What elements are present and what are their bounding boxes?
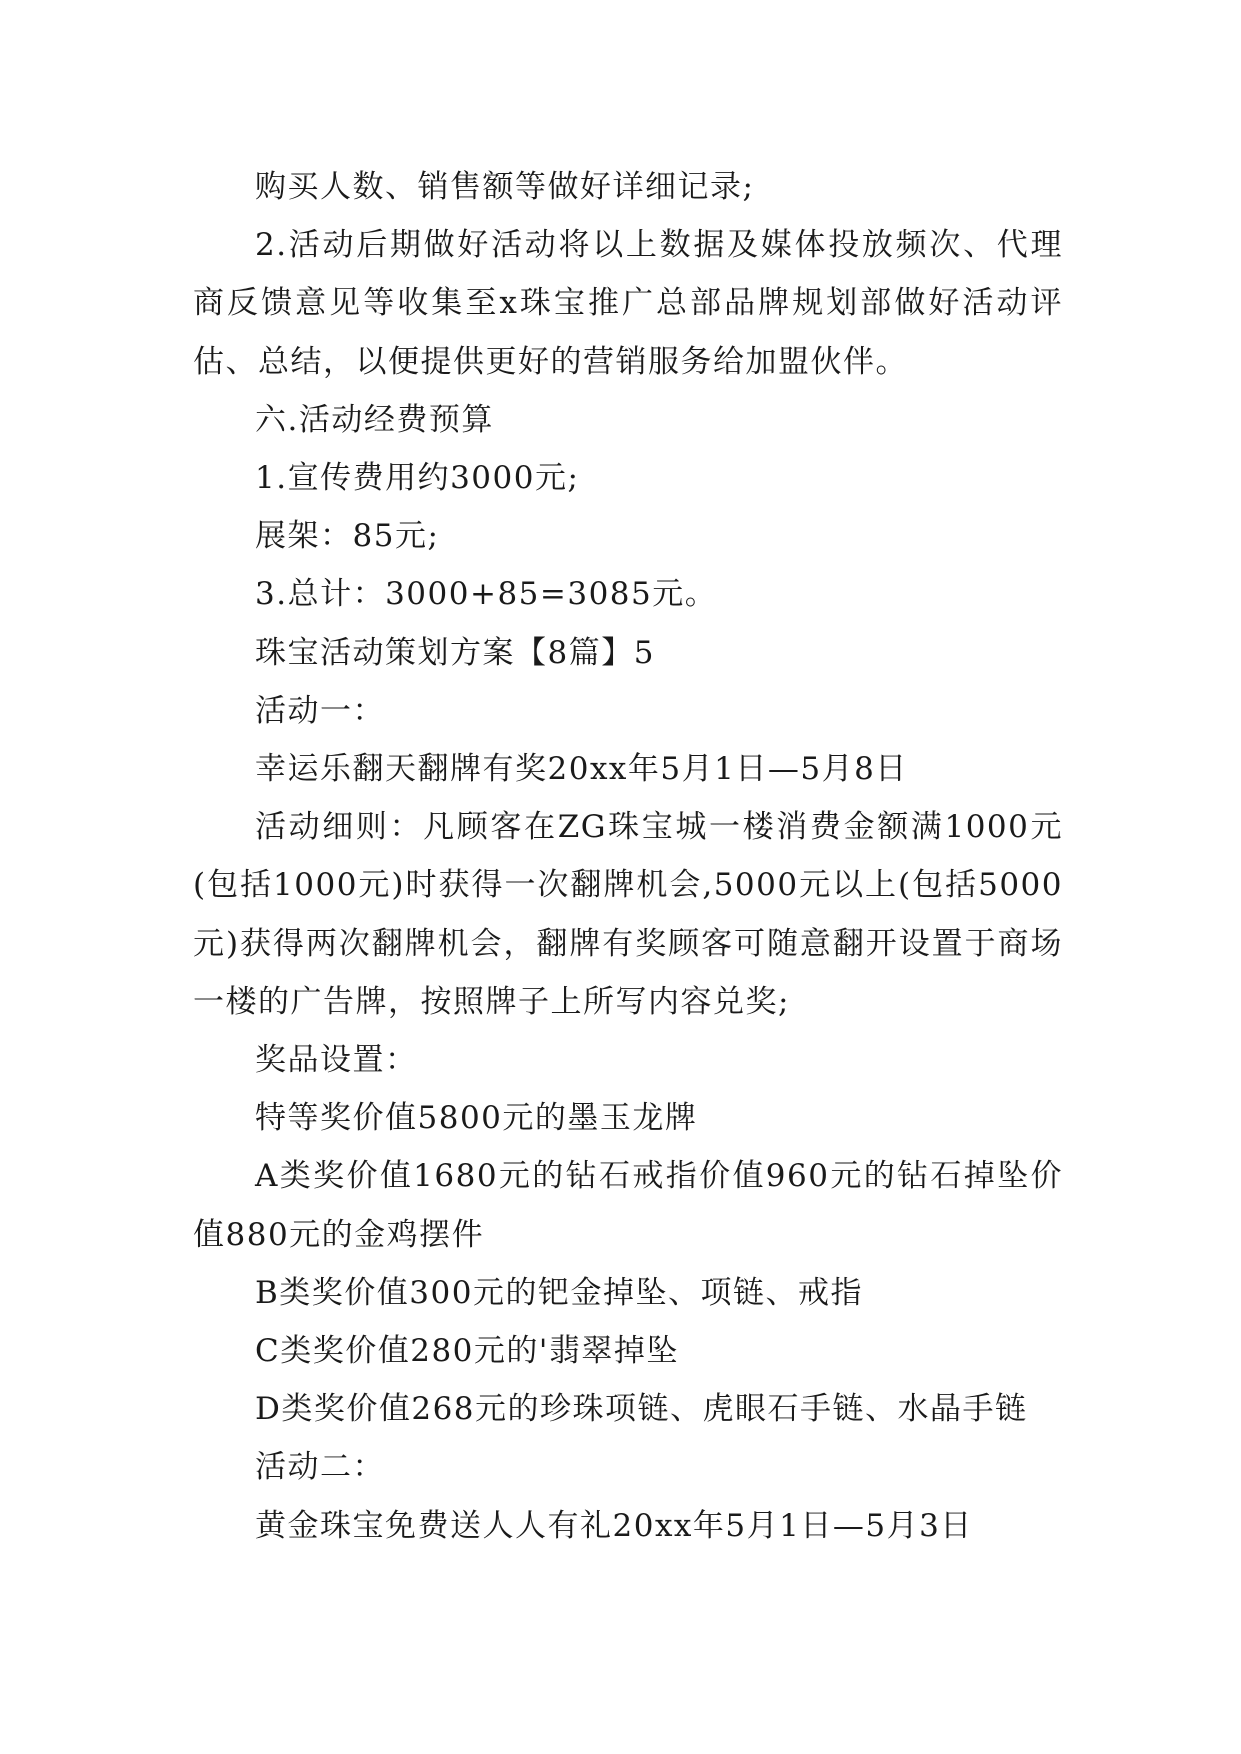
paragraph: 1.宣传费用约3000元;	[255, 460, 580, 497]
section-heading: 活动一：	[255, 692, 385, 729]
paragraph: 2.活动后期做好活动将以上数据及媒体投放频次、代理商反馈意见等收集至x珠宝推广总部品牌规划部做好活动评估、总结，以便提供更好的营销服务给加盟伙伴。	[193, 227, 1063, 380]
paragraph: 幸运乐翻天翻牌有奖20xx年5月1日—5月8日	[255, 751, 908, 788]
section-heading: 活动二：	[255, 1449, 385, 1486]
paragraph: 购买人数、销售额等做好详细记录;	[255, 169, 755, 205]
paragraph: 黄金珠宝免费送人人有礼20xx年5月1日—5月3日	[255, 1507, 973, 1544]
document-body	[193, 158, 1063, 1555]
paragraph: D类奖价值268元的珍珠项链、虎眼石手链、水晶手链	[255, 1391, 1028, 1428]
paragraph: 3.总计：3000+85=3085元。	[255, 576, 718, 613]
document-title: 珠宝活动策划方案【8篇】5	[255, 634, 655, 671]
paragraph: 展架：85元;	[255, 518, 440, 555]
paragraph: A类奖价值1680元的钻石戒指价值960元的钻石掉坠价值880元的金鸡摆件	[193, 1158, 1063, 1253]
paragraph: C类奖价值280元的'翡翠掉坠	[255, 1333, 679, 1370]
paragraph: 特等奖价值5800元的墨玉龙牌	[255, 1100, 698, 1137]
section-heading: 六.活动经费预算	[255, 401, 494, 438]
paragraph: 活动细则：凡顾客在ZG珠宝城一楼消费金额满1000元(包括1000元)时获得一次翻牌机会,5000元以上(包括5000元)获得两次翻牌机会，翻牌有奖顾客可随意翻开设置于商场一楼的广告牌，按照牌子上所写内容兑奖;	[193, 809, 1063, 1020]
section-heading: 奖品设置：	[255, 1042, 418, 1079]
paragraph: B类奖价值300元的钯金掉坠、项链、戒指	[255, 1274, 863, 1311]
